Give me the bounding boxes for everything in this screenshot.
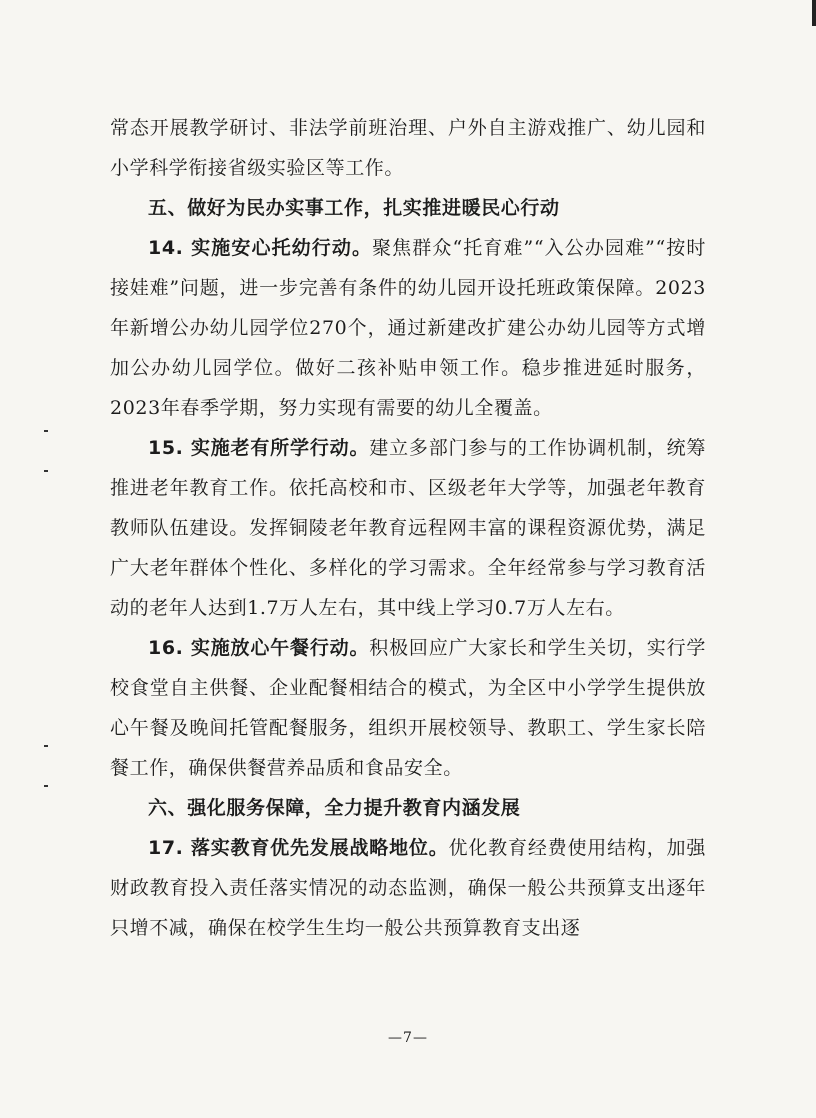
item-15-title: 15. 实施老有所学行动。 xyxy=(148,437,370,459)
item-15 xyxy=(110,428,706,628)
item-15-text: 建立多部门参与的工作协调机制，统筹推进老年教育工作。依托高校和市、区级老年大学等，加强老年教育教师队伍建设。发挥铜陵老年教育远程网丰富的课程资源优势，满足广大老年群体个性化、多样化的学习需求。全年经常参与学习教育活动的老年人达到1.7万人左右，其中线上学习0.7万人左右。 xyxy=(110,437,707,619)
item-17-text: 优化教育经费使用结构，加强财政教育投入责任落实情况的动态监测，确保一般公共预算支出逐年只增不减，确保在校学生生均一般公共预算教育支出逐 xyxy=(110,837,706,939)
scan-edge-mark xyxy=(812,0,816,26)
item-14 xyxy=(110,228,706,428)
paragraph-continuation: 常态开展教学研讨、非法学前班治理、户外自主游戏推广、幼儿园和小学科学衔接省级实验区等工作。 xyxy=(110,117,706,179)
margin-mark xyxy=(44,430,48,432)
document-body xyxy=(110,108,706,948)
item-17 xyxy=(110,828,706,948)
margin-mark xyxy=(44,785,48,787)
item-16-text: 积极回应广大家长和学生关切，实行学校食堂自主供餐、企业配餐相结合的模式，为全区中小学学生提供放心午餐及晚间托管配餐服务，组织开展校领导、教职工、学生家长陪餐工作，确保供餐营养品质和食品安全。 xyxy=(110,637,707,779)
margin-mark xyxy=(44,745,48,747)
section-heading-6: 六、强化服务保障，全力提升教育内涵发展 xyxy=(148,797,521,819)
item-17-title: 17. 落实教育优先发展战略地位。 xyxy=(148,837,449,859)
margin-mark xyxy=(44,470,48,472)
section-heading-5: 五、做好为民办实事工作，扎实推进暖民心行动 xyxy=(148,197,560,219)
item-16-title: 16. 实施放心午餐行动。 xyxy=(148,637,370,659)
item-16 xyxy=(110,628,706,788)
page-number: —7— xyxy=(388,1030,428,1046)
item-14-text: 聚焦群众“托育难”“入公办园难”“按时接娃难”问题，进一步完善有条件的幼儿园开设托班政策保障。2023年新增公办幼儿园学位270个，通过新建改扩建公办幼儿园等方式增加公办幼儿园学位。做好二孩补贴申领工作。稳步推进延时服务，2023年春季学期，努力实现有需要的幼儿全覆盖。 xyxy=(110,237,707,419)
item-14-title: 14. 实施安心托幼行动。 xyxy=(148,237,373,259)
